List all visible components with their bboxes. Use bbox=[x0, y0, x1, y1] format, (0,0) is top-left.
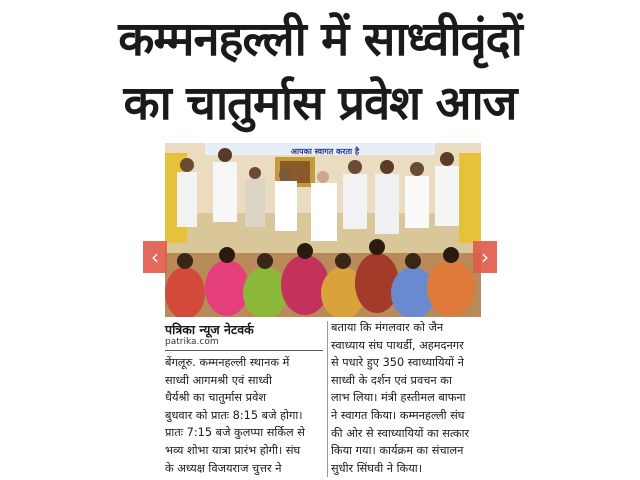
article-column-right bbox=[331, 319, 481, 477]
article-line: ने स्वागत किया। कम्मनहल्ली संघ bbox=[331, 408, 465, 422]
article-line: किया गया। कार्यक्रम का संचालन bbox=[331, 444, 464, 458]
site-url: patrika.com bbox=[165, 337, 219, 347]
byline: पत्रिका न्यूज नेटवर्क bbox=[165, 322, 254, 337]
article-line: भव्य शोभा यात्रा प्रारंभ होगी। संघ bbox=[165, 443, 301, 457]
article-line: के अध्यक्ष विजयराज चुत्तर ने bbox=[165, 461, 282, 475]
article-line: की ओर से स्वाध्यायियों का सत्कार bbox=[331, 426, 470, 440]
article-line: बेंगलूरु. कम्मनहल्ली स्थानक में bbox=[165, 356, 290, 369]
news-photo bbox=[165, 143, 481, 317]
article-line: स्वाध्याय संघ पाथर्डी, अहमदनगर bbox=[331, 338, 464, 352]
next-image-button[interactable] bbox=[473, 241, 497, 273]
article-line: बुधवार को प्रातः 8:15 बजे होगा। bbox=[165, 408, 303, 422]
chevron-right-icon: › bbox=[481, 245, 489, 269]
chevron-left-icon: ‹ bbox=[151, 245, 159, 269]
article-column-left bbox=[165, 354, 323, 477]
article-line: बताया कि मंगलवार को जैन bbox=[331, 321, 444, 334]
headline-line-2: का चातुर्मास प्रवेश आज bbox=[123, 76, 517, 131]
article-line: साध्वी के दर्शन एवं प्रवचन का bbox=[331, 373, 452, 387]
photo-banner-text: आपका स्वागत करता है bbox=[290, 147, 360, 156]
article-line: साध्वी आगमश्री एवं साध्वी bbox=[165, 373, 272, 387]
headline-line-1: कम्मनहल्ली में साध्वीवृंदों bbox=[118, 12, 522, 67]
article-line: सुधीर सिंघवी ने किया। bbox=[331, 461, 422, 475]
article-line: लाभ लिया। मंत्री हस्तीमल बाफना bbox=[331, 391, 466, 405]
article-line: से पधारे हुए 350 स्वाध्यायियों ने bbox=[331, 356, 464, 370]
article-line: धैर्यश्री का चातुर्मास प्रवेश bbox=[165, 391, 267, 405]
byline-divider bbox=[165, 350, 323, 351]
column-divider bbox=[327, 321, 328, 477]
group-photo-illustration bbox=[165, 143, 481, 317]
previous-image-button[interactable] bbox=[143, 241, 167, 273]
article-line: प्रातः 7:15 बजे कुलप्पा सर्किल से bbox=[165, 426, 305, 440]
